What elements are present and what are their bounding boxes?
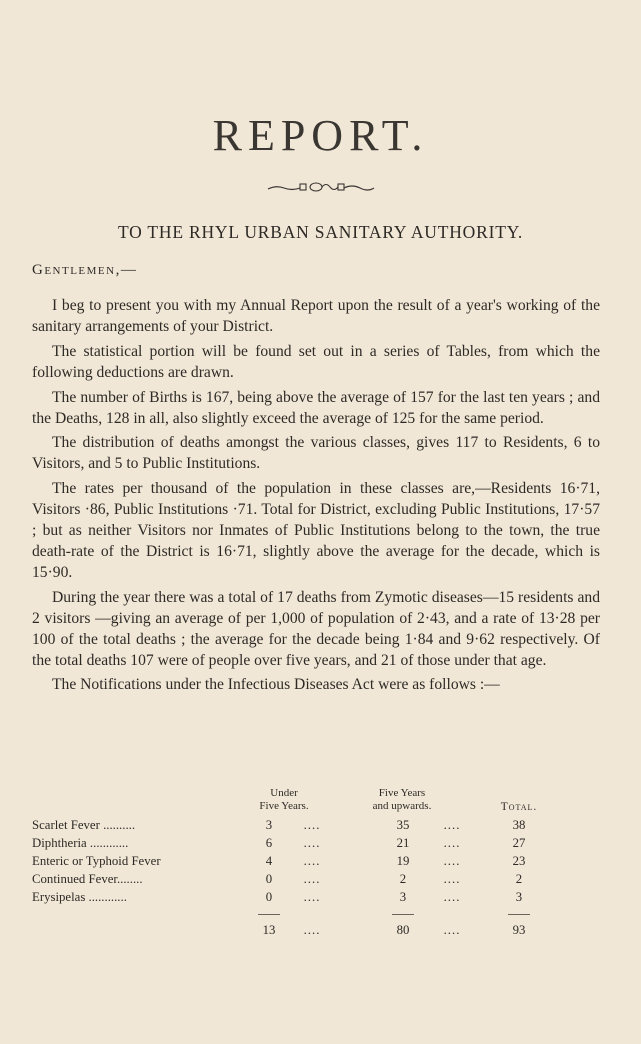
leader-dots: ....: [443, 854, 461, 868]
column-header-under-five: Under Five Years.: [259, 787, 309, 812]
disease-name: Scarlet Fever ..........: [32, 818, 136, 832]
under-five-value: 0: [265, 890, 273, 904]
five-upwards-value: 2: [399, 872, 407, 886]
paragraph: The statistical portion will be found set out in a series of Tables, from which the following deductions are drawn.: [32, 342, 600, 381]
report-title: REPORT.: [212, 111, 429, 160]
table-row: [32, 836, 618, 852]
totals-row: [32, 923, 618, 939]
leader-dots: ....: [303, 836, 321, 850]
five-upwards-value: 21: [396, 836, 410, 850]
table-row: [32, 890, 618, 906]
leader-dots: ....: [303, 872, 321, 886]
five-upwards-value: 19: [396, 854, 410, 868]
sum-rule: [258, 914, 280, 915]
table-row: [32, 854, 618, 870]
leader-dots: ....: [303, 818, 321, 832]
paragraph: I beg to present you with my Annual Report upon the result of a year's working of the sanitary arrangements of your District.: [32, 297, 600, 335]
five-upwards-value: 35: [396, 818, 410, 832]
total-value: 27: [512, 836, 526, 850]
paragraph: The number of Births is 167, being above the average of 157 for the last ten years ; and the Deaths, 128 in all, also slightly exceed the average of 125 for the same period.: [32, 388, 600, 427]
disease-name: Diphtheria ............: [32, 836, 129, 850]
table-row: [32, 818, 618, 834]
table-row: [32, 872, 618, 888]
disease-name: Erysipelas ............: [32, 890, 127, 904]
under-five-value: 6: [265, 836, 273, 850]
five-upwards-total: 80: [396, 923, 410, 937]
leader-dots: ....: [303, 854, 321, 868]
leader-dots: ....: [443, 890, 461, 904]
paragraph: The Notifications under the Infectious Diseases Act were as follows :—: [52, 676, 500, 694]
total-value: 3: [515, 890, 523, 904]
leader-dots: ....: [443, 836, 461, 850]
leader-dots: ....: [443, 923, 461, 937]
total-value: 23: [512, 854, 526, 868]
leader-dots: ....: [443, 818, 461, 832]
paragraph: During the year there was a total of 17 deaths from Zymotic diseases—15 residents and 2 visitors —giving an average of per 1,000 of population of 2·43, and a rate of 13·28 per 100 of the total deaths ; the average for the decade being 1·84 and 9·62 respectively. Of the total deaths 107 were of people over five years, and 21 of those under that age.: [32, 588, 600, 669]
under-five-value: 3: [265, 818, 273, 832]
sum-rule: [392, 914, 414, 915]
column-header-five-upwards: Five Years and upwards.: [372, 787, 432, 812]
total-value: 38: [512, 818, 526, 832]
under-five-value: 4: [265, 854, 273, 868]
disease-name: Continued Fever........: [32, 872, 143, 886]
total-value: 2: [515, 872, 523, 886]
leader-dots: ....: [303, 923, 321, 937]
five-upwards-value: 3: [399, 890, 407, 904]
paragraph: The distribution of deaths amongst the various classes, gives 117 to Residents, 6 to Visitors, and 5 to Public Institutions.: [32, 434, 600, 473]
paragraph: The rates per thousand of the population in these classes are,—Residents 16·71, Visitors ·86, Public Institutions ·71. Total for District, excluding Public Institutions, 17·57 ; but as neither Visitors nor Inmates of Public Institutions belong to the town, the true death-rate of the District is 16·71, slightly above the average for the decade, which is 15·90.: [32, 480, 600, 581]
grand-total: 93: [512, 923, 526, 937]
report-body: [32, 296, 600, 700]
under-five-value: 0: [265, 872, 273, 886]
sum-rule: [508, 914, 530, 915]
report-subtitle: TO THE RHYL URBAN SANITARY AUTHORITY.: [117, 222, 524, 242]
leader-dots: ....: [303, 890, 321, 904]
ornament-divider-icon: [266, 180, 376, 194]
salutation: Gentlemen,—: [32, 262, 138, 278]
column-header-total: Total.: [500, 801, 538, 813]
leader-dots: ....: [443, 872, 461, 886]
under-five-total: 13: [262, 923, 276, 937]
disease-name: Enteric or Typhoid Fever: [32, 854, 161, 868]
